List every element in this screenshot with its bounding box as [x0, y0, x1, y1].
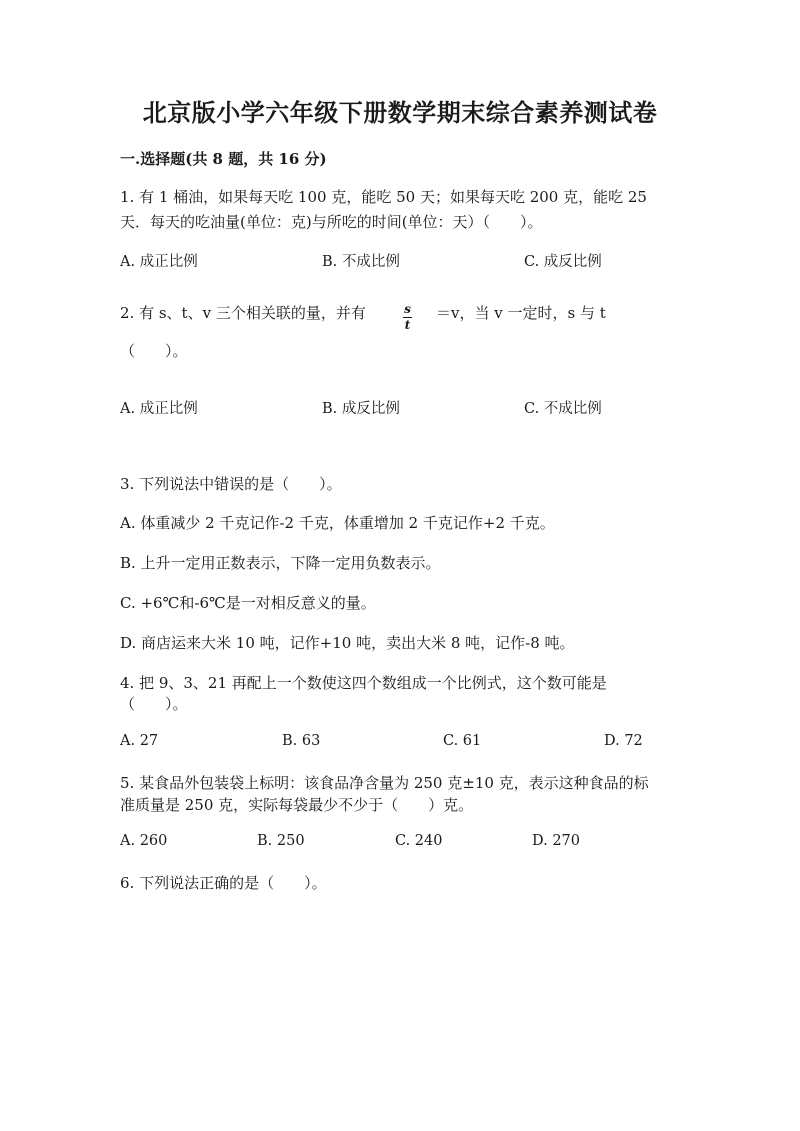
question-5-option-a: A. 260 — [120, 833, 168, 849]
question-5-option-d: D. 270 — [532, 833, 581, 849]
fraction-denominator: t — [404, 318, 411, 332]
section-heading: 一.选择题(共 8 题，共 16 分) — [120, 150, 327, 168]
question-4-option-c: C. 61 — [443, 733, 482, 749]
question-1-option-b: B. 不成比例 — [322, 254, 400, 270]
fraction-numerator: s — [404, 302, 411, 316]
question-2-option-a: A. 成正比例 — [120, 401, 198, 417]
question-4-option-b: B. 63 — [282, 733, 321, 749]
question-5-line-1: 5. 某食品外包装袋上标明：该食品净含量为 250 克±10 克，表示这种食品的标 — [120, 774, 649, 792]
page-title: 北京版小学六年级下册数学期末综合素养测试卷 — [142, 98, 658, 127]
question-2-option-c: C. 不成比例 — [524, 401, 602, 417]
question-1-line-1: 1. 有 1 桶油，如果每天吃 100 克，能吃 50 天；如果每天吃 200 克，能吃 25 — [120, 188, 647, 206]
question-1-option-a: A. 成正比例 — [120, 254, 198, 270]
fraction-s-over-t — [403, 298, 412, 332]
question-5-option-c: C. 240 — [395, 833, 443, 849]
question-4-line-1: 4. 把 9、3、21 再配上一个数使这四个数组成一个比例式，这个数可能是 — [120, 674, 607, 692]
question-2-line-1b: ＝v，当 v 一定时，s 与 t — [436, 304, 606, 322]
question-1-line-2: 天．每天的吃油量(单位：克)与所吃的时间(单位：天）（ ）。 — [120, 213, 543, 231]
question-3-option-b: B. 上升一定用正数表示，下降一定用负数表示。 — [120, 554, 441, 572]
question-5-line-2: 准质量是 250 克，实际每袋最少不少于（ ）克。 — [120, 796, 474, 814]
question-3-option-c: C. +6℃和-6℃是一对相反意义的量。 — [120, 594, 376, 612]
question-5-option-b: B. 250 — [257, 833, 305, 849]
question-4-option-a: A. 27 — [120, 733, 159, 749]
question-3-line-1: 3. 下列说法中错误的是（ ）。 — [120, 475, 342, 493]
question-2-option-b: B. 成反比例 — [322, 401, 400, 417]
question-4-option-d: D. 72 — [604, 733, 643, 749]
question-6-line-1: 6. 下列说法正确的是（ ）。 — [120, 874, 327, 892]
question-1-option-c: C. 成反比例 — [524, 254, 602, 270]
question-2-line-2: （ ）。 — [120, 342, 188, 360]
question-3-option-d: D. 商店运来大米 10 吨，记作+10 吨，卖出大米 8 吨，记作-8 吨。 — [120, 634, 575, 652]
question-3-option-a: A. 体重减少 2 千克记作-2 千克，体重增加 2 千克记作+2 千克。 — [120, 514, 555, 532]
question-2-line-1a: 2. 有 s、t、v 三个相关联的量，并有 — [120, 304, 366, 322]
question-4-line-2: （ ）。 — [120, 695, 188, 713]
